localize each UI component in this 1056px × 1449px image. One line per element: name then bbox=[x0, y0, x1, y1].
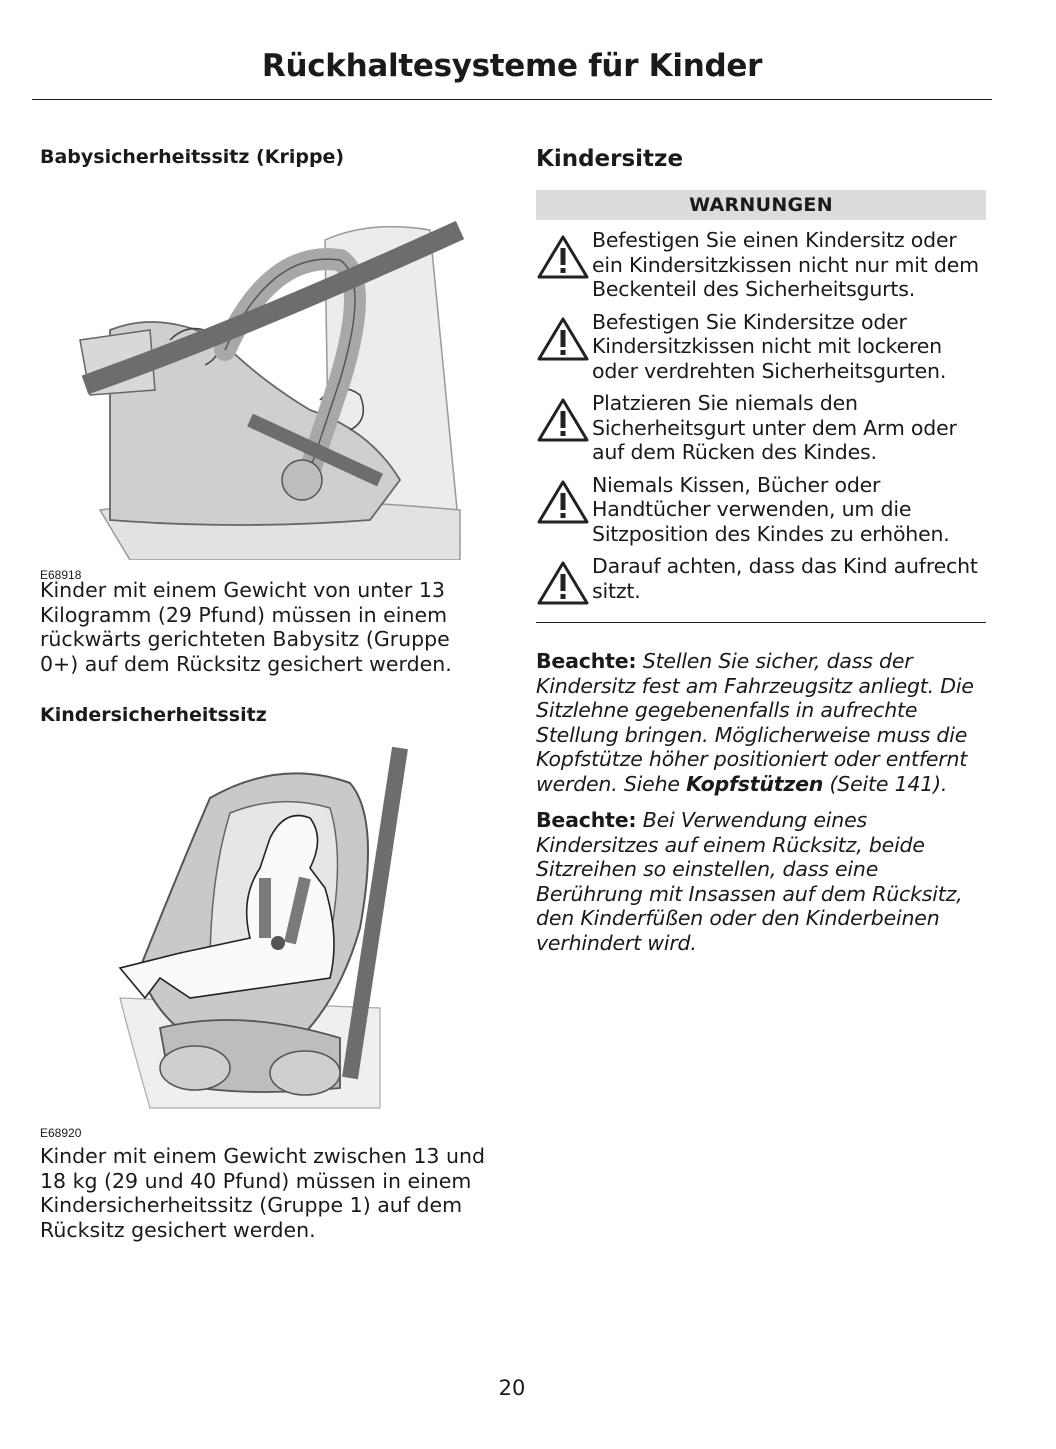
warning-triangle-icon bbox=[536, 473, 592, 529]
warning-text: Darauf achten, dass das Kind aufrecht sitzt. bbox=[592, 554, 978, 603]
child-seat-illustration bbox=[40, 738, 490, 1118]
left-column bbox=[40, 146, 490, 1242]
right-column bbox=[536, 146, 986, 955]
warning-triangle-icon bbox=[536, 310, 592, 366]
page-title: Rückhaltesysteme für Kinder bbox=[261, 48, 763, 84]
warning-text: Platzieren Sie niemals den Sicherheitsgurt unter dem Arm oder auf dem Rücken des Kindes. bbox=[592, 391, 957, 464]
figure-baby-seat bbox=[40, 180, 490, 582]
figure-child-seat bbox=[40, 738, 490, 1140]
figure-code: E68920 bbox=[40, 1126, 82, 1140]
warning-item bbox=[536, 391, 986, 465]
note-label: Beachte: bbox=[536, 649, 637, 673]
heading-kindersitze: Kindersitze bbox=[536, 146, 684, 172]
warning-item bbox=[536, 554, 986, 610]
warning-text: Niemals Kissen, Bücher oder Handtücher verwenden, um die Sitzposition des Kindes zu erhöhen. bbox=[592, 472, 950, 546]
warning-text: Befestigen Sie einen Kindersitz oder ein Kindersitzkissen nicht nur mit dem Beckenteil des Sicherheitsgurts. bbox=[592, 228, 979, 301]
warning-triangle-icon bbox=[536, 228, 592, 284]
page-number: 20 bbox=[498, 1376, 526, 1400]
warning-triangle-icon bbox=[536, 391, 592, 447]
warning-text: Befestigen Sie Kindersitze oder Kindersitzkissen nicht mit lockeren oder verdrehten Sicherheitsgurten. bbox=[592, 309, 947, 383]
figure-code: E68918 bbox=[40, 568, 82, 582]
title-divider bbox=[32, 99, 992, 100]
warning-item bbox=[536, 473, 986, 547]
cross-reference-link[interactable]: Kopfstützen bbox=[686, 771, 824, 796]
warning-triangle-icon bbox=[536, 554, 592, 610]
note-label: Beachte: bbox=[536, 808, 637, 832]
note-text: Stellen Sie sicher, dass der Kindersitz fest am Fahrzeugsitz anliegt. Die Sitzlehne gegebenenfalls in aufrechte Stellung bringen. Möglicherweise muss die Kopfstütze höher positioniert oder entfernt werden. Siehe bbox=[536, 649, 974, 796]
heading-child-seat: Kindersicherheitssitz bbox=[40, 704, 267, 726]
warnings-divider bbox=[536, 622, 986, 623]
note-2 bbox=[536, 808, 986, 955]
paragraph-child-seat: Kinder mit einem Gewicht zwischen 13 und 18 kg (29 und 40 Pfund) müssen in einem Kindersicherheitssitz (Gruppe 1) auf dem Rücksitz gesichert werden. bbox=[40, 1144, 485, 1242]
heading-baby-seat: Babysicherheitssitz (Krippe) bbox=[40, 146, 345, 168]
note-text: Bei Verwendung eines Kindersitzes auf einem Rücksitz, beide Sitzreihen so einstellen, dass eine Berührung mit Insassen auf dem Rücksitz, den Kinderfüßen oder den Kinderbeinen verhindert wird. bbox=[536, 808, 963, 955]
warnings-header: WARNUNGEN bbox=[536, 190, 986, 220]
warning-item bbox=[536, 310, 986, 384]
cross-reference-page: (Seite 141). bbox=[823, 771, 948, 796]
note-1 bbox=[536, 649, 986, 796]
baby-seat-illustration bbox=[40, 180, 490, 560]
paragraph-baby-seat: Kinder mit einem Gewicht von unter 13 Kilogramm (29 Pfund) müssen in einem rückwärts gerichteten Babysitz (Gruppe 0+) auf dem Rücksitz gesichert werden. bbox=[40, 578, 452, 676]
warning-item bbox=[536, 228, 986, 302]
